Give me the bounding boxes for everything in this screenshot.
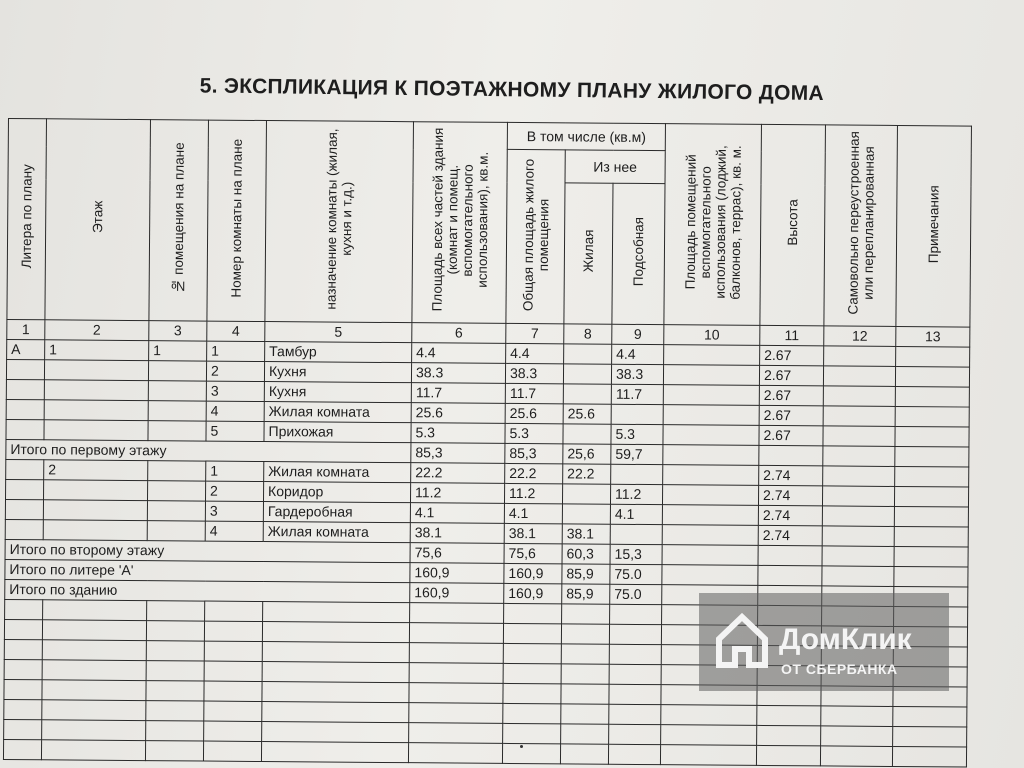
cell-empty: [146, 701, 204, 721]
cell-empty: [261, 742, 408, 763]
cell-total: 75,6: [410, 543, 504, 564]
cell-empty: [3, 739, 41, 759]
cell-aux: 15,3: [610, 544, 662, 564]
cell-empty: [409, 623, 503, 644]
cell-aux-area: [662, 505, 758, 526]
cell-aux-area: [663, 385, 759, 406]
cell-empty: [409, 643, 503, 664]
cell-aux: 4.1: [610, 504, 662, 524]
column-number: 2: [45, 320, 149, 341]
cell-purpose: Коридор: [263, 482, 410, 503]
column-number: 13: [896, 326, 970, 347]
cell-empty: [894, 526, 968, 547]
cell-aux: [611, 404, 663, 424]
cell-living: [563, 424, 611, 444]
cell-room: 2: [206, 361, 264, 381]
cell-room: 4: [205, 521, 263, 541]
cell-purpose: Кухня: [264, 362, 411, 383]
cell-premise: [148, 401, 206, 421]
total-label: Итого по литере 'А': [5, 559, 410, 582]
cell-living-total: 85,3: [505, 443, 563, 463]
cell-empty: [895, 386, 969, 407]
domclick-watermark: [699, 593, 949, 691]
cell-empty: [895, 466, 969, 487]
cell-empty: [895, 366, 969, 387]
cell-living: [563, 384, 611, 404]
cell-litera: [6, 379, 44, 399]
column-number: 11: [760, 325, 824, 346]
cell-empty: [757, 705, 821, 726]
cell-empty: [410, 603, 504, 624]
cell-empty: [823, 406, 895, 427]
cell-empty: [203, 741, 261, 761]
cell-living: [562, 504, 610, 524]
cell-empty: [821, 726, 893, 747]
cell-empty: [42, 700, 146, 721]
cell-living: 25,6: [563, 444, 611, 464]
cell-living: 85,9: [562, 584, 610, 604]
cell-empty: [503, 703, 561, 723]
header-litera: Литера по плану: [7, 119, 47, 320]
cell-total: 38.1: [410, 523, 504, 544]
cell-empty: [893, 726, 967, 747]
cell-living: 22.2: [563, 464, 611, 484]
cell-purpose: Тамбур: [265, 342, 412, 363]
cell-litera: [5, 519, 43, 539]
watermark-subtitle: ОТ СБЕРБАНКА: [781, 661, 898, 677]
cell-living-total: 5.3: [505, 423, 563, 443]
cell-empty: [894, 486, 968, 507]
cell-aux: 75.0: [610, 584, 662, 604]
cell-aux-area: [663, 365, 759, 386]
cell-empty: [562, 604, 610, 624]
cell-premise: [148, 361, 206, 381]
cell-total: 25.6: [411, 403, 505, 424]
total-label: Итого по первому этажу: [6, 439, 411, 462]
cell-empty: [820, 746, 892, 767]
header-of-which-group: Из нее: [565, 150, 665, 184]
cell-empty: [146, 721, 204, 741]
cell-living: [564, 344, 612, 364]
cell-total: 4.1: [410, 503, 504, 524]
header-room-number: Номер комнаты на плане: [207, 120, 267, 321]
cell-total: 160,9: [410, 563, 504, 584]
cell-empty: [502, 743, 560, 763]
page-title: 5. ЭКСПЛИКАЦИЯ К ПОЭТАЖНОМУ ПЛАНУ ЖИЛОГО ДОМА: [199, 74, 825, 106]
cell-litera: [6, 419, 44, 439]
cell-empty: [823, 366, 895, 387]
cell-empty: [41, 740, 145, 761]
cell-empty: [262, 722, 409, 743]
cell-empty: [145, 741, 203, 761]
cell-empty: [204, 641, 262, 661]
cell-room: 1: [206, 461, 264, 481]
cell-empty: [262, 662, 409, 683]
cell-aux: 59,7: [611, 444, 663, 464]
cell-empty: [204, 681, 262, 701]
cell-empty: [409, 703, 503, 724]
cell-total: 160,9: [410, 583, 504, 604]
header-auxiliary: Подсобная: [612, 183, 665, 324]
cell-empty: [895, 446, 969, 467]
cell-floor: [43, 520, 147, 541]
cell-living: 85,9: [562, 564, 610, 584]
cell-premise: [147, 521, 205, 541]
cell-height: 2.67: [760, 345, 824, 366]
cell-aux-area: [662, 525, 758, 546]
cell-empty: [503, 643, 561, 663]
total-label: Итого по зданию: [5, 579, 410, 602]
header-premise-number: № помещения на плане: [149, 120, 209, 321]
cell-empty: [822, 546, 894, 567]
cell-empty: [609, 684, 661, 704]
cell-height: 2.74: [758, 505, 822, 526]
cell-premise: [148, 461, 206, 481]
cell-empty: [147, 601, 205, 621]
column-number: 4: [207, 321, 265, 341]
cell-floor: 2: [44, 460, 148, 481]
column-number: 10: [664, 325, 760, 346]
cell-empty: [4, 699, 42, 719]
cell-floor: [44, 420, 148, 441]
cell-empty: [561, 664, 609, 684]
cell-empty: [503, 723, 561, 743]
cell-premise: 1: [149, 341, 207, 361]
cell-living-total: 22.2: [505, 463, 563, 483]
cell-aux-area: [663, 405, 759, 426]
cell-empty: [204, 701, 262, 721]
cell-premise: [147, 501, 205, 521]
cell-aux: [611, 464, 663, 484]
cell-empty: [503, 623, 561, 643]
cell-height: 2.74: [759, 465, 823, 486]
cell-height: 2.74: [758, 485, 822, 506]
cell-empty: [609, 644, 661, 664]
column-number: 9: [612, 324, 664, 344]
cell-empty: [262, 702, 409, 723]
cell-height: 2.67: [759, 425, 823, 446]
cell-empty: [561, 724, 609, 744]
cell-empty: [608, 744, 660, 764]
cell-living-total: 38.3: [505, 363, 563, 383]
cell-height: 2.67: [759, 405, 823, 426]
cell-empty: [4, 679, 42, 699]
cell-empty: [42, 660, 146, 681]
header-living: Жилая: [564, 183, 613, 324]
cell-premise: [147, 481, 205, 501]
cell-empty: [822, 566, 894, 587]
cell-aux: 75.0: [610, 564, 662, 584]
cell-empty: [823, 426, 895, 447]
cell-empty: [504, 603, 562, 623]
header-auxiliary-area: Площадь помещений вспомогательного использования (лоджий, балконов, террас), кв. м.: [664, 124, 762, 326]
cell-empty: [503, 663, 561, 683]
cell-total: 5.3: [411, 423, 505, 444]
cell-litera: [6, 359, 44, 379]
cell-empty: [146, 661, 204, 681]
cell-living-total: 38.1: [504, 523, 562, 543]
cell-living-total: 11.2: [504, 483, 562, 503]
cell-purpose: Жилая комната: [263, 522, 410, 543]
cell-total: 11.7: [411, 383, 505, 404]
cell-empty: [408, 743, 502, 764]
cell-aux-area: [662, 485, 758, 506]
cell-height: 2.67: [759, 385, 823, 406]
cell-aux: 38.3: [611, 364, 663, 384]
cell-living-total: 160,9: [504, 563, 562, 583]
cell-empty: [758, 545, 822, 566]
cell-empty: [204, 721, 262, 741]
cell-empty: [503, 683, 561, 703]
cell-living-total: 75,6: [504, 543, 562, 563]
header-unauthorized: Самовольно переустроенная или перепланированная: [824, 125, 898, 327]
cell-empty: [561, 624, 609, 644]
cell-empty: [561, 644, 609, 664]
cell-empty: [661, 705, 757, 726]
cell-room: 3: [206, 381, 264, 401]
column-number: 6: [412, 323, 506, 344]
cell-purpose: Кухня: [264, 382, 411, 403]
header-height: Высота: [760, 124, 826, 325]
cell-empty: [894, 506, 968, 527]
header-row-1: [8, 119, 971, 154]
cell-empty: [822, 526, 894, 547]
column-number: 8: [564, 324, 612, 344]
cell-total: 4.4: [412, 343, 506, 364]
table-body: [3, 339, 969, 767]
cell-empty: [42, 680, 146, 701]
cell-aux: 4.4: [612, 344, 664, 364]
cell-empty: [757, 725, 821, 746]
cell-total: 38.3: [411, 363, 505, 384]
cell-empty: [609, 624, 661, 644]
cell-empty: [821, 706, 893, 727]
cell-empty: [609, 724, 661, 744]
total-label: Итого по второму этажу: [5, 539, 410, 562]
cell-empty: [892, 746, 966, 767]
cell-premise: [148, 421, 206, 441]
cell-empty: [894, 546, 968, 567]
cell-empty: [409, 683, 503, 704]
cell-living-total: 4.4: [506, 343, 564, 363]
column-number: 5: [265, 322, 412, 343]
cell-purpose: Жилая комната: [264, 462, 411, 483]
cell-empty: [759, 445, 823, 466]
column-number: 3: [149, 321, 207, 341]
cell-empty: [5, 599, 43, 619]
cell-living-total: 160,9: [504, 583, 562, 603]
cell-aux-area: [664, 345, 760, 366]
cell-height: 2.67: [759, 365, 823, 386]
cell-empty: [662, 565, 758, 586]
cell-living: [562, 484, 610, 504]
cell-empty: [609, 704, 661, 724]
cell-aux: 11.7: [611, 384, 663, 404]
cell-empty: [758, 565, 822, 586]
cell-empty: [896, 346, 970, 367]
cell-empty: [610, 604, 662, 624]
cell-room: 5: [206, 421, 264, 441]
cell-empty: [895, 426, 969, 447]
cell-aux: 5.3: [611, 424, 663, 444]
cell-empty: [43, 600, 147, 621]
cell-empty: [204, 661, 262, 681]
cell-litera: А: [7, 339, 45, 359]
paper-speck: [520, 745, 523, 748]
header-total-area: Площадь всех частей здания (комнат и помещ. вспомогательного использования), кв.м.: [412, 122, 508, 324]
cell-empty: [4, 719, 42, 739]
header-living-total: Общая площадь жилого помещения: [506, 149, 565, 323]
header-notes: Примечания: [896, 125, 972, 327]
cell-empty: [661, 725, 757, 746]
cell-premise: [148, 381, 206, 401]
cell-empty: [894, 566, 968, 587]
cell-aux: 11.2: [610, 484, 662, 504]
cell-empty: [4, 619, 42, 639]
cell-floor: [44, 480, 148, 501]
cell-aux: [610, 524, 662, 544]
cell-empty: [660, 745, 756, 766]
cell-empty: [4, 659, 42, 679]
header-floor: Этаж: [45, 119, 151, 321]
cell-total: 22.2: [411, 463, 505, 484]
house-logo-icon: [713, 611, 771, 671]
cell-living-total: 11.7: [505, 383, 563, 403]
cell-empty: [822, 506, 894, 527]
cell-litera: [6, 479, 44, 499]
cell-floor: 1: [45, 340, 149, 361]
cell-purpose: Жилая комната: [264, 402, 411, 423]
cell-living-total: 4.1: [504, 503, 562, 523]
cell-empty: [146, 641, 204, 661]
cell-empty: [146, 681, 204, 701]
cell-living: 60,3: [562, 544, 610, 564]
cell-empty: [823, 386, 895, 407]
cell-living: 25.6: [563, 404, 611, 424]
cell-empty: [4, 639, 42, 659]
cell-floor: [43, 500, 147, 521]
cell-empty: [561, 704, 609, 724]
cell-purpose: Прихожая: [264, 422, 411, 443]
cell-empty: [409, 723, 503, 744]
column-number: 12: [824, 326, 896, 347]
cell-empty: [262, 622, 409, 643]
cell-empty: [756, 745, 820, 766]
cell-empty: [42, 640, 146, 661]
cell-living-total: 25.6: [505, 403, 563, 423]
cell-empty: [662, 545, 758, 566]
cell-litera: [5, 499, 43, 519]
cell-empty: [609, 664, 661, 684]
cell-empty: [204, 621, 262, 641]
cell-height: 2.74: [758, 525, 822, 546]
cell-aux-area: [663, 425, 759, 446]
cell-room: 3: [205, 501, 263, 521]
cell-litera: [6, 399, 44, 419]
cell-empty: [823, 466, 895, 487]
cell-room: 4: [206, 401, 264, 421]
cell-floor: [44, 400, 148, 421]
column-number: 1: [7, 319, 45, 339]
cell-purpose: Гардеробная: [263, 502, 410, 523]
cell-empty: [561, 684, 609, 704]
cell-room: 1: [207, 341, 265, 361]
cell-living: 38.1: [562, 524, 610, 544]
cell-empty: [146, 621, 204, 641]
cell-empty: [409, 663, 503, 684]
cell-empty: [262, 642, 409, 663]
cell-litera: [6, 459, 44, 479]
cell-room: 2: [205, 481, 263, 501]
cell-empty: [822, 486, 894, 507]
header-including-group: В том числе (кв.м): [507, 122, 665, 150]
column-number: 7: [506, 323, 564, 343]
cell-empty: [663, 445, 759, 466]
cell-aux-area: [663, 465, 759, 486]
cell-living: [563, 364, 611, 384]
cell-floor: [44, 380, 148, 401]
cell-floor: [44, 360, 148, 381]
header-room-purpose: назначение комнаты (жилая, кухня и т.д.): [265, 121, 414, 323]
cell-empty: [823, 446, 895, 467]
cell-empty: [824, 346, 896, 367]
cell-empty: [893, 706, 967, 727]
cell-total: 11.2: [410, 483, 504, 504]
cell-empty: [560, 744, 608, 764]
watermark-name: ДомКлик: [779, 623, 912, 656]
cell-empty: [262, 682, 409, 703]
cell-empty: [42, 720, 146, 741]
cell-empty: [895, 406, 969, 427]
cell-total: 85,3: [411, 443, 505, 464]
cell-empty: [42, 620, 146, 641]
cell-empty: [205, 601, 263, 621]
cell-empty: [263, 602, 410, 623]
